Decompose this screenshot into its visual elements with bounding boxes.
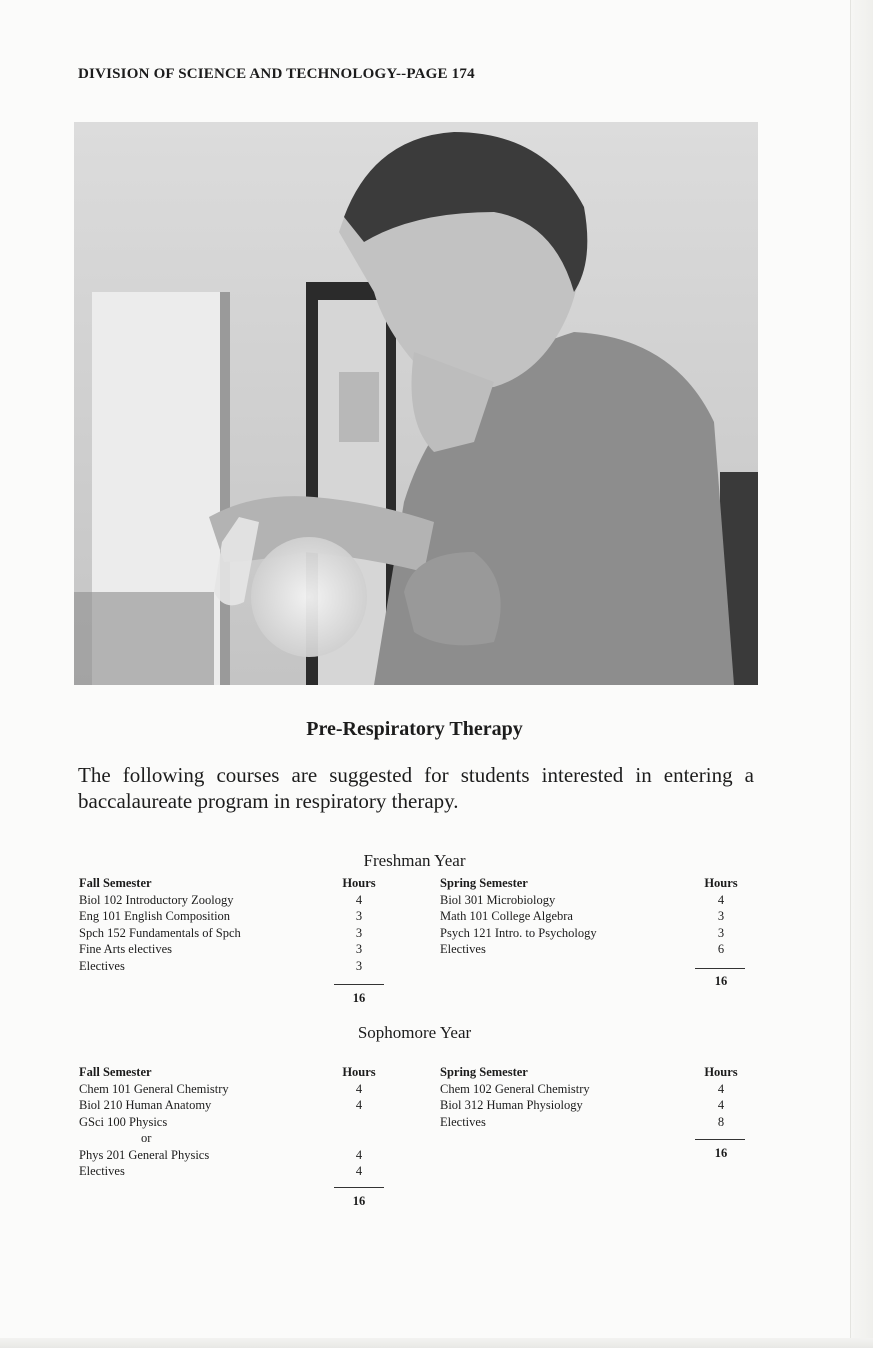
spring-semester-label: Spring Semester bbox=[440, 876, 528, 890]
course-hours: 3 bbox=[355, 958, 363, 973]
total-rule bbox=[334, 984, 384, 985]
section-title: Pre-Respiratory Therapy bbox=[306, 718, 523, 740]
page-header: DIVISION OF SCIENCE AND TECHNOLOGY--PAGE 174 bbox=[78, 66, 475, 82]
course-name: Spch 152 Fundamentals of Spch bbox=[79, 925, 241, 940]
course-hours: 4 bbox=[717, 1081, 725, 1096]
course-hours bbox=[329, 1130, 389, 1147]
course-hours: 3 bbox=[717, 925, 725, 940]
freshman-fall-hours bbox=[329, 875, 389, 974]
course-hours: 4 bbox=[355, 1098, 363, 1112]
course-hours: 3 bbox=[355, 942, 363, 956]
hours-label: Hours bbox=[704, 1065, 738, 1079]
course-name: Electives bbox=[79, 958, 125, 973]
fall-semester-label: Fall Semester bbox=[79, 1065, 152, 1079]
fall-semester-label: Fall Semester bbox=[79, 876, 152, 890]
total-rule bbox=[334, 1187, 384, 1188]
hours-label: Hours bbox=[342, 876, 376, 890]
course-name: Biol 102 Introductory Zoology bbox=[79, 892, 234, 907]
hours-label: Hours bbox=[342, 1065, 376, 1079]
freshman-year-heading: Freshman Year bbox=[363, 851, 466, 870]
course-hours: 4 bbox=[355, 1164, 363, 1178]
course-hours: 3 bbox=[355, 925, 363, 940]
sophomore-spring-hours bbox=[691, 1064, 751, 1130]
course-hours: 4 bbox=[355, 892, 363, 907]
course-hours bbox=[329, 1114, 389, 1131]
total-hours: 16 bbox=[714, 974, 728, 988]
course-name: Psych 121 Intro. to Psychology bbox=[440, 925, 597, 940]
spring-semester-label: Spring Semester bbox=[440, 1065, 528, 1079]
course-name: Phys 201 General Physics bbox=[79, 1147, 210, 1162]
course-hours: 3 bbox=[717, 909, 725, 923]
total-hours: 16 bbox=[714, 1146, 728, 1160]
total-hours: 16 bbox=[352, 1194, 366, 1208]
course-hours: 4 bbox=[355, 1081, 363, 1096]
course-name: Chem 101 General Chemistry bbox=[79, 1081, 229, 1096]
freshman-spring-hours bbox=[691, 875, 751, 958]
course-name: Electives bbox=[79, 1164, 125, 1178]
intro-paragraph: The following courses are suggested for students interested in entering a baccalaureate program in respiratory therapy. bbox=[78, 763, 754, 813]
total-rule bbox=[695, 1139, 745, 1140]
course-hours: 4 bbox=[717, 1098, 725, 1112]
course-hours: 4 bbox=[355, 1147, 363, 1162]
sophomore-year-heading: Sophomore Year bbox=[357, 1023, 472, 1042]
hours-label: Hours bbox=[704, 876, 738, 890]
course-name: Eng 101 English Composition bbox=[79, 909, 231, 923]
course-name: Math 101 College Algebra bbox=[440, 909, 573, 923]
course-name: Chem 102 General Chemistry bbox=[440, 1081, 590, 1096]
page-edge bbox=[850, 0, 873, 1348]
page-bottom-edge bbox=[0, 1338, 873, 1348]
course-name: GSci 100 Physics bbox=[79, 1114, 168, 1129]
freshman-fall-courses bbox=[79, 875, 241, 974]
course-hours: 4 bbox=[717, 892, 725, 907]
sophomore-spring-courses bbox=[440, 1064, 590, 1130]
total-rule bbox=[695, 968, 745, 969]
course-name: Electives bbox=[440, 942, 486, 956]
course-name: Fine Arts electives bbox=[79, 942, 173, 956]
course-hours: 6 bbox=[717, 942, 725, 956]
course-name: Biol 301 Microbiology bbox=[440, 892, 556, 907]
course-name: Biol 312 Human Physiology bbox=[440, 1098, 583, 1112]
student-photo bbox=[74, 122, 758, 685]
sophomore-fall-courses bbox=[79, 1064, 229, 1180]
course-name: Electives bbox=[440, 1114, 486, 1129]
course-name: Biol 210 Human Anatomy bbox=[79, 1098, 212, 1112]
course-hours: 8 bbox=[717, 1114, 725, 1129]
freshman-spring-courses bbox=[440, 875, 597, 958]
course-hours: 3 bbox=[355, 909, 363, 923]
course-alternative-or: or bbox=[141, 1131, 152, 1145]
sophomore-fall-hours bbox=[329, 1064, 389, 1180]
total-hours: 16 bbox=[352, 991, 366, 1005]
